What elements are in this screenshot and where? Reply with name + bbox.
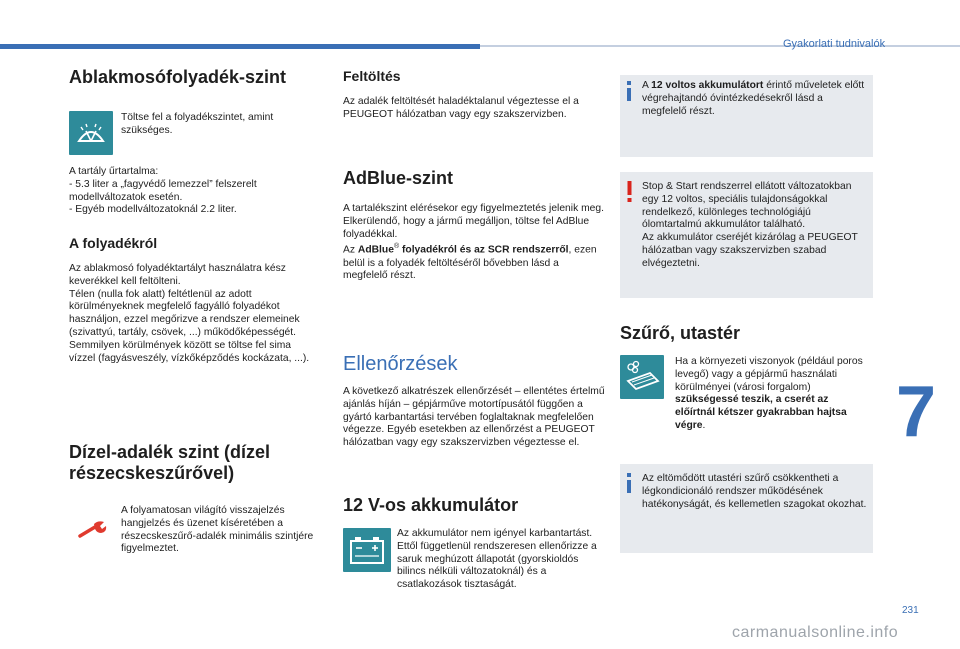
info-battery-text: A 12 voltos akkumulátort érintő műveletek előtt végrehajtandó óvintézkedésekről lásd a megfelelő részt. bbox=[642, 80, 865, 117]
adblue-text: A tartalékszint elérésekor egy figyelmeztetés jelenik meg. Elkerülendő, hogy a jármű megálljon, töltse fel AdBlue folyadékkal. Az AdBlue® folyadékról és az SCR rendszerről, ezen belül is a folyadék feltöltéséről bővebben lásd a megfelelő részt. bbox=[343, 203, 604, 282]
washer-fluid-icon bbox=[69, 111, 113, 155]
cabin-filter-icon bbox=[620, 355, 664, 399]
header-bar-light bbox=[480, 45, 960, 47]
watermark: carmanualsonline.info bbox=[732, 624, 899, 641]
washer-fluid-text: Töltse fel a folyadékszintet, amint szükséges. bbox=[121, 112, 274, 136]
washer-fluid-title: Ablakmosófolyadék-szint bbox=[69, 67, 287, 87]
info-icon bbox=[626, 81, 633, 106]
fill-text: Az adalék feltöltését haladéktalanul végeztesse el a PEUGEOT hálózatban vagy egy szakszervizben. bbox=[343, 96, 579, 120]
section-title: Gyakorlati tudnivalók bbox=[783, 38, 886, 50]
battery-text: Az akkumulátor nem igényel karbantartást. Ettől függetlenül rendszeresen ellenőrizze a saruk meghúzott állapotát (gyorskioldós bilincs nélküli változatoknál) és a csatlakozások tisztaságát. bbox=[397, 528, 597, 591]
info-filter-text: Az eltömődött utastéri szűrő csökkentheti a légkondicionáló rendszer működésének hatékonyságát, és kellemetlen szagokat okozhat. bbox=[642, 473, 867, 510]
battery-title: 12 V-os akkumulátor bbox=[343, 495, 519, 515]
fluid-subtitle: A folyadékról bbox=[69, 235, 158, 251]
header-bar bbox=[0, 44, 480, 49]
info-icon bbox=[626, 473, 633, 498]
cabin-filter-text: Ha a környezeti viszonyok (például poros levegő) vagy a gépjármű használati körülményei (városi forgalom) szükségessé teszik, a cserét az előírtnál kétszer gyakrabban hajtsa végre. bbox=[675, 356, 863, 431]
cabin-filter-title: Szűrő, utastér bbox=[620, 323, 741, 343]
warning-icon bbox=[626, 181, 633, 208]
battery-icon bbox=[343, 528, 391, 572]
chapter-number: 7 bbox=[896, 372, 937, 452]
tank-capacity-text: A tartály űrtartalma: - 5.3 liter a „fagyvédő lemezzel” felszerelt modellváltozatok esetén. - Egyéb modellváltozatoknál 2.2 liter. bbox=[69, 166, 257, 216]
checks-text: A következő alkatrészek ellenőrzését – ellentétes értelmű ajánlás híján – gépjárműve motortípusától függően a gyártó karbantartási tervében foglaltaknak megfelelően végezze. Egyéb esetekben az ellenőrzést a PEUGEOT hálózatban vagy egy szakszervizben végeztesse el. bbox=[343, 386, 605, 449]
diesel-additive-text: A folyamatosan világító visszajelzés hangjelzés és üzenet kíséretében a részecskeszűrő-adalék minimális szintjére figyelmeztet. bbox=[121, 505, 314, 555]
page-number: 231 bbox=[902, 605, 919, 616]
fluid-text: Az ablakmosó folyadéktartályt használatra kész keverékkel kell feltölteni. Télen (nulla fok alatt) feltétlenül az adott körülményeknek megfelelő fagyálló folyadékot használjon, ezzel megőrizve a rendszer elemeinek (szivattyú, tartály, csövek, ...) működőképességét. Semmilyen körülmények között se töltse fel sima vízzel (fagyásveszély, vízkőképződés kockázata, ...). bbox=[69, 263, 310, 364]
checks-title: Ellenőrzések bbox=[343, 353, 458, 375]
warning-text: Stop & Start rendszerrel ellátott változatokban egy 12 voltos, speciális tulajdonságokkal rendelkező, különleges technológiájú ólomtartalmú akkumulátor található. Az akkumulátor cseréjét kizárólag a PEUGEOT hálózatban vagy szakszervizben szabad elvégeztetni. bbox=[642, 181, 858, 269]
adblue-title: AdBlue-szint bbox=[343, 168, 453, 188]
fill-title: Feltöltés bbox=[343, 68, 401, 84]
wrench-icon bbox=[78, 519, 108, 539]
diesel-additive-title: Dízel-adalék szint (dízel részecskeszűrővel) bbox=[69, 442, 271, 483]
